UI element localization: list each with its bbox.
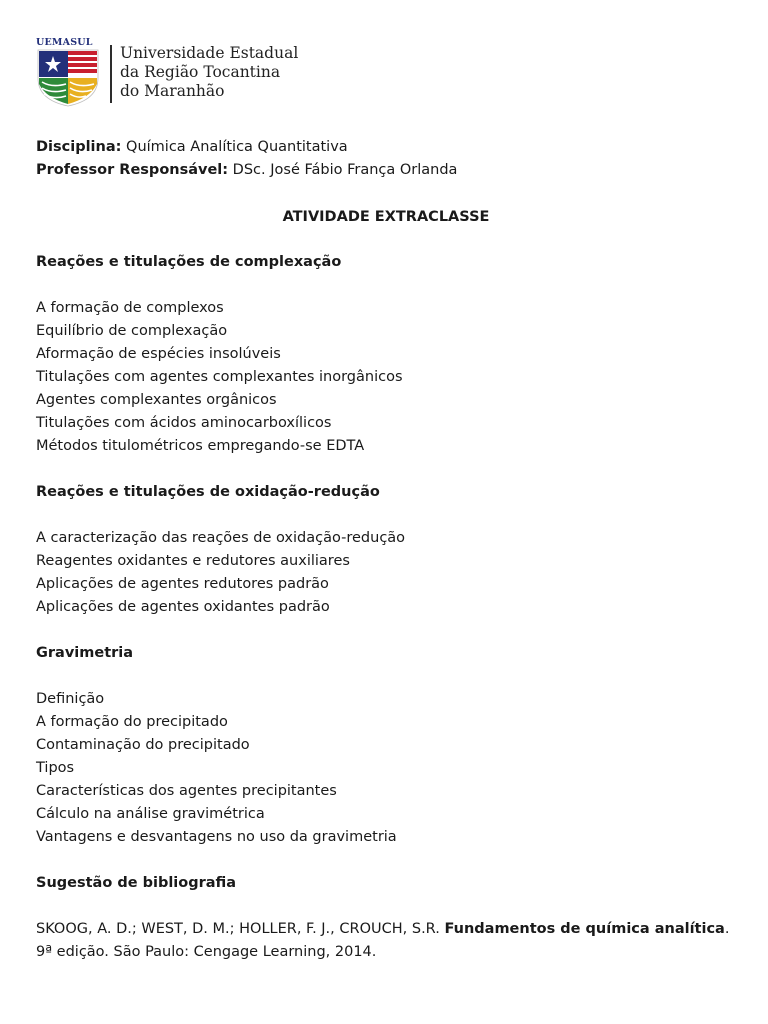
document-header bbox=[36, 38, 298, 110]
professor-value: DSc. José Fábio França Orlanda bbox=[228, 162, 458, 178]
logo-acronym: UEMASUL bbox=[36, 37, 93, 48]
list-item: Titulações com agentes complexantes inorgânicos bbox=[36, 369, 403, 385]
university-name-line: do Maranhão bbox=[120, 82, 225, 100]
list-item: Aplicações de agentes oxidantes padrão bbox=[36, 599, 330, 615]
section-heading: Gravimetria bbox=[36, 645, 134, 661]
list-item: Cálculo na análise gravimétrica bbox=[36, 806, 265, 822]
university-name bbox=[120, 44, 298, 101]
discipline-label: Disciplina: bbox=[36, 139, 122, 155]
bibliography-heading: Sugestão de bibliografia bbox=[36, 875, 237, 891]
discipline-line bbox=[36, 136, 736, 159]
discipline-value: Química Analítica Quantitativa bbox=[121, 139, 348, 155]
bibliography-book-title: Fundamentos de química analítica bbox=[444, 921, 725, 937]
section-heading: Reações e titulações de oxidação-redução bbox=[36, 484, 380, 500]
list-item: Definição bbox=[36, 691, 105, 707]
university-name-line: da Região Tocantina bbox=[120, 63, 281, 81]
university-logo bbox=[36, 38, 100, 110]
list-item: Aformação de espécies insolúveis bbox=[36, 346, 281, 362]
list-item: A formação do precipitado bbox=[36, 714, 228, 730]
list-item: Aplicações de agentes redutores padrão bbox=[36, 576, 329, 592]
list-item: Métodos titulométricos empregando-se EDTA bbox=[36, 438, 365, 454]
list-item: Características dos agentes precipitantes bbox=[36, 783, 337, 799]
section-heading: Reações e titulações de complexação bbox=[36, 254, 342, 270]
bibliography-authors: SKOOG, A. D.; WEST, D. M.; HOLLER, F. J., CROUCH, S.R. bbox=[36, 921, 445, 937]
list-item: Contaminação do precipitado bbox=[36, 737, 250, 753]
university-name-line: Universidade Estadual bbox=[120, 44, 299, 62]
list-item: Vantagens e desvantagens no uso da gravimetria bbox=[36, 829, 397, 845]
list-item: A formação de complexos bbox=[36, 300, 224, 316]
list-item: Equilíbrio de complexação bbox=[36, 323, 228, 339]
header-divider bbox=[110, 45, 112, 103]
list-item: Agentes complexantes orgânicos bbox=[36, 392, 277, 408]
bibliography-entry bbox=[36, 918, 736, 964]
list-item: Titulações com ácidos aminocarboxílicos bbox=[36, 415, 332, 431]
list-item: Reagentes oxidantes e redutores auxiliares bbox=[36, 553, 350, 569]
document-title: ATIVIDADE EXTRACLASSE bbox=[282, 209, 490, 225]
shield-emblem-icon bbox=[36, 48, 100, 108]
bibliography-details: . 9ª edição. São Paulo: Cengage Learning, 2014. bbox=[36, 921, 730, 960]
list-item: A caracterização das reações de oxidação-redução bbox=[36, 530, 406, 546]
list-item: Tipos bbox=[36, 760, 75, 776]
document-body bbox=[36, 136, 736, 964]
professor-line bbox=[36, 159, 736, 182]
professor-label: Professor Responsável: bbox=[36, 162, 229, 178]
